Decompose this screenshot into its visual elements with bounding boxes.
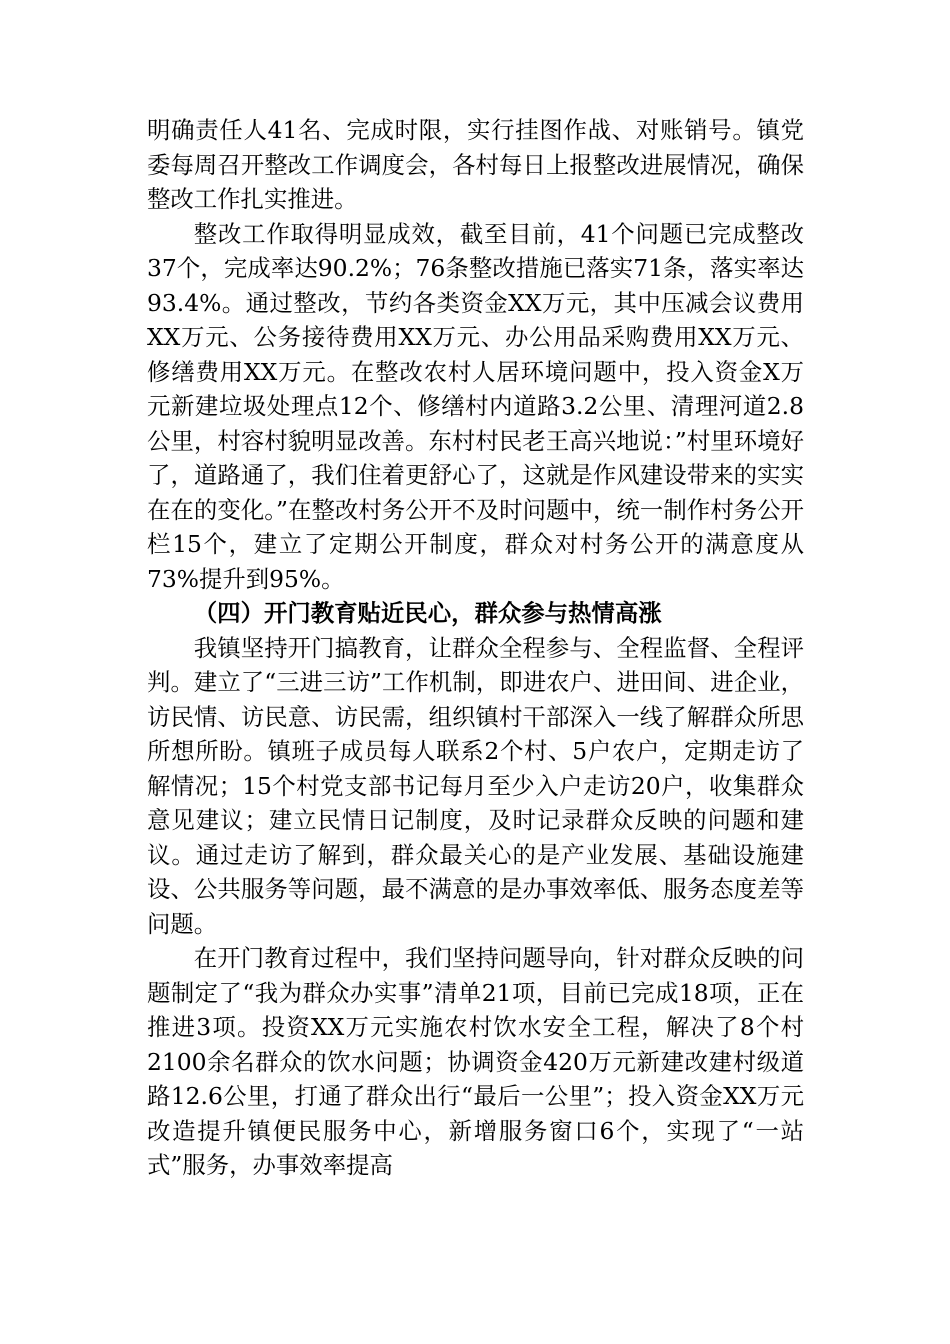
document-page [147,113,804,1183]
paragraph-problem-oriented: 在开门教育过程中，我们坚持问题导向，针对群众反映的问题制定了“我为群众办实事”清单21项，目前已完成18项，正在推进3项。投资XX万元实施农村饮水安全工程，解决了8个村2100余名群众的饮水问题；协调资金420万元新建改建村级道路12.6公里，打通了群众出行“最后一公里”；投入资金XX万元改造提升镇便民服务中心，新增服务窗口6个，实现了“一站式”服务，办事效率提高 [147,944,804,1179]
paragraph-continuation: 明确责任人41名、完成时限，实行挂图作战、对账销号。镇党委每周召开整改工作调度会，各村每日上报整改进展情况，确保整改工作扎实推进。 [147,116,804,213]
paragraph-rectification-results: 整改工作取得明显成效，截至目前，41个问题已完成整改37个，完成率达90.2%；76条整改措施已落实71条，落实率达93.4%。通过整改，节约各类资金XX万元，其中压减会议费用XX万元、公务接待费用XX万元、办公用品采购费用XX万元、修缮费用XX万元。在整改农村人居环境问题中，投入资金X万元新建垃圾处理点12个、修缮村内道路3.2公里、清理河道2.8公里，村容村貌明显改善。东村村民老王高兴地说：”村里环境好了，道路通了，我们住着更舒心了，这就是作风建设带来的实实在在的变化。”在整改村务公开不及时问题中，统一制作村务公开栏15个，建立了定期公开制度，群众对村务公开的满意度从73%提升到95%。 [147,219,804,593]
paragraph-open-education: 我镇坚持开门搞教育，让群众全程参与、全程监督、全程评判。建立了“三进三访”工作机制，即进农户、进田间、进企业，访民情、访民意、访民需，组织镇村干部深入一线了解群众所思所想所盼。镇班子成员每人联系2个村、5户农户，定期走访了解情况；15个村党支部书记每月至少入户走访20户，收集群众意见建议；建立民情日记制度，及时记录群众反映的问题和建议。通过走访了解到，群众最关心的是产业发展、基础设施建设、公共服务等问题，最不满意的是办事效率低、服务态度差等问题。 [147,633,804,938]
section-heading-4: （四）开门教育贴近民心，群众参与热情高涨 [193,599,662,627]
